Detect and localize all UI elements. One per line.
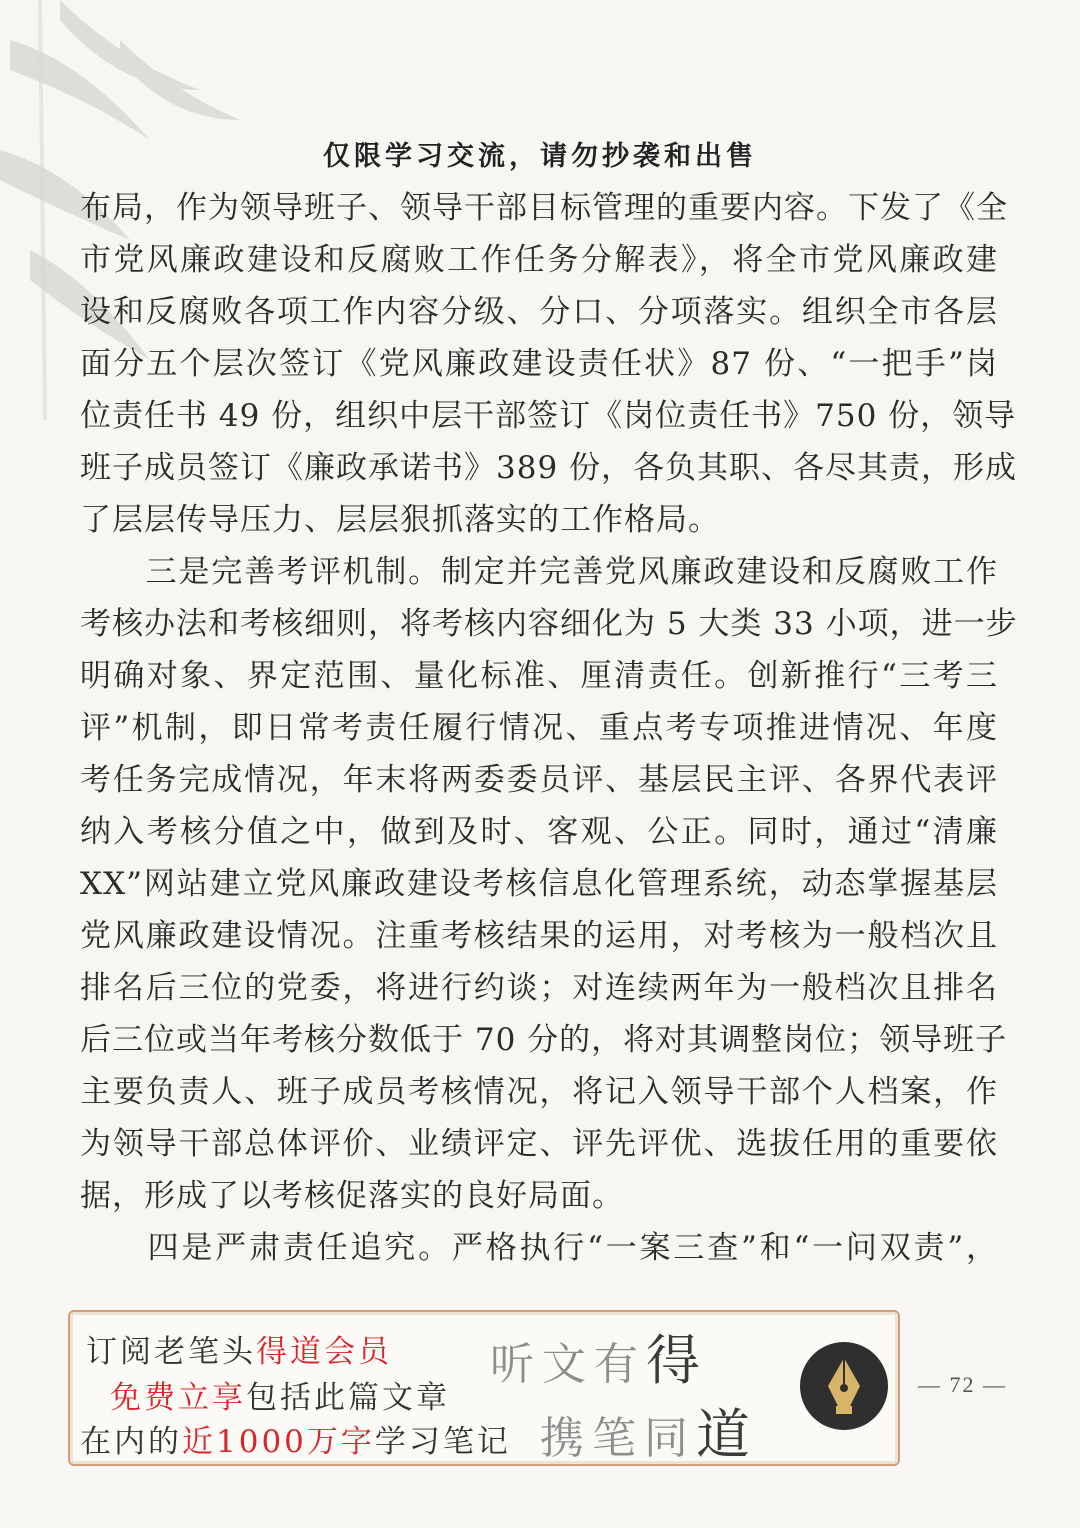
- banner-slogan-1: [490, 1318, 708, 1395]
- text-line: 面分五个层次签订《党风廉政建设责任状》87 份、“一把手”岗: [80, 346, 998, 382]
- text-line: 三是完善考评机制。制定并完善党风廉政建设和反腐败工作: [80, 554, 998, 590]
- text-line: 纳入考核分值之中，做到及时、客观、公正。同时，通过“清廉: [80, 814, 998, 850]
- text-line: 班子成员签订《廉政承诺书》389 份，各负其职、各尽其责，形成: [80, 450, 1018, 486]
- text-line: 据，形成了以考核促落实的良好局面。: [80, 1178, 624, 1214]
- banner-slogan-2: [540, 1392, 758, 1469]
- banner-line-3: [80, 1416, 511, 1461]
- slogan-emphasis: 道: [696, 1403, 758, 1466]
- banner-line-1: [86, 1326, 392, 1371]
- text-line: 为领导干部总体评价、业绩评定、评先评优、选拔任用的重要依: [80, 1126, 998, 1162]
- text-line: 考任务完成情况，年末将两委委员评、基层民主评、各界代表评: [80, 762, 998, 798]
- text-line: 市党风廉政建设和反腐败工作任务分解表》，将全市党风廉政建: [80, 242, 998, 278]
- pen-nib-icon: [800, 1342, 888, 1430]
- slogan-emphasis: 得: [646, 1329, 708, 1392]
- text-line: 了层层传导压力、层层狠抓落实的工作格局。: [80, 502, 720, 538]
- text-line: 评”机制，即日常考责任履行情况、重点考专项推进情况、年度: [80, 710, 998, 746]
- banner-text: 订阅老笔头: [86, 1334, 256, 1370]
- subscription-banner[interactable]: [68, 1310, 900, 1466]
- banner-highlight: 得道会员: [256, 1334, 392, 1370]
- text-line: 四是严肃责任追究。严格执行“一案三查”和“一问双责”，: [80, 1230, 998, 1266]
- text-line: 党风廉政建设情况。注重考核结果的运用，对考核为一般档次且: [80, 918, 998, 954]
- text-line: 主要负责人、班子成员考核情况，将记入领导干部个人档案，作: [80, 1074, 998, 1110]
- slogan-text: 携笔同: [540, 1413, 696, 1464]
- banner-highlight: 近1000万字: [182, 1424, 375, 1460]
- text-line: 考核办法和考核细则，将考核内容细化为 5 大类 33 小项，进一步: [80, 606, 1018, 642]
- text-line: 排名后三位的党委，将进行约谈；对连续两年为一般档次且排名: [80, 970, 998, 1006]
- banner-text: 包括此篇文章: [246, 1380, 450, 1416]
- text-line: 设和反腐败各项工作内容分级、分口、分项落实。组织全市各层: [80, 294, 998, 330]
- article-body: [80, 182, 1018, 1274]
- text-line: 后三位或当年考核分数低于 70 分的，将对其调整岗位；领导班子: [80, 1022, 1008, 1058]
- text-line: 明确对象、界定范围、量化标准、厘清责任。创新推行“三考三: [80, 658, 998, 694]
- slogan-text: 听文有: [490, 1339, 646, 1390]
- text-line: 位责任书 49 份，组织中层干部签订《岗位责任书》750 份，领导: [80, 398, 1017, 434]
- banner-text: 学习笔记: [374, 1424, 511, 1460]
- banner-highlight: 免费立享: [110, 1380, 246, 1416]
- banner-text: 在内的: [80, 1424, 182, 1460]
- copyright-notice: 仅限学习交流，请勿抄袭和出售: [323, 141, 757, 172]
- text-line: 布局，作为领导班子、领导干部目标管理的重要内容。下发了《全: [80, 190, 1008, 226]
- text-line: XX”网站建立党风廉政建设考核信息化管理系统，动态掌握基层: [80, 866, 998, 902]
- page-number: — 72 —: [918, 1372, 1007, 1397]
- banner-line-2: [110, 1372, 450, 1417]
